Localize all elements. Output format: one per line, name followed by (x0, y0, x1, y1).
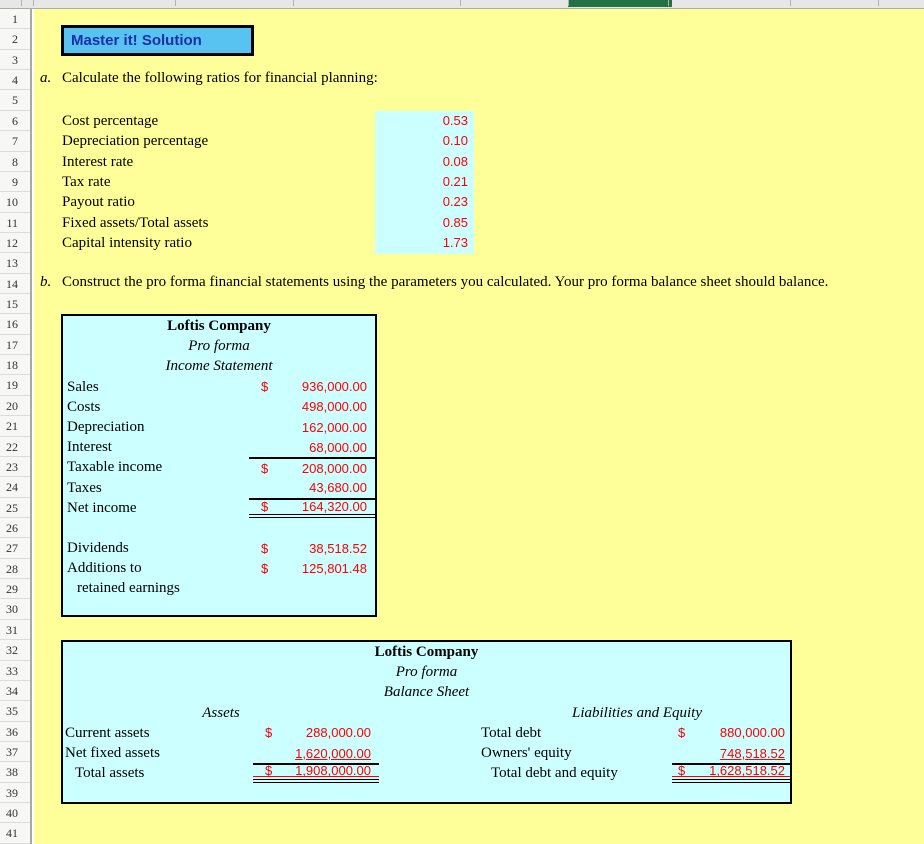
row-header[interactable]: 12 (0, 233, 30, 253)
currency-symbol: $ (261, 560, 269, 576)
income-company-name: Loftis Company (167, 318, 271, 334)
income-value: 38,518.52 (309, 540, 367, 556)
balance-sheet-box (61, 640, 792, 804)
income-value-cell[interactable] (249, 417, 375, 437)
income-value-cell[interactable] (249, 538, 375, 558)
balance-label: Total debt (481, 724, 542, 741)
income-row-dividends (63, 538, 375, 558)
row-header[interactable]: 36 (0, 722, 30, 742)
balance-value-cell[interactable] (672, 763, 790, 783)
ratio-label: Cost percentage (62, 113, 159, 129)
balance-value: 1,908,000.00 (295, 763, 371, 779)
column-separator (33, 0, 34, 6)
column-header-highlight (568, 0, 672, 7)
income-statement-type: Income Statement (165, 358, 273, 375)
row-header[interactable]: 2 (0, 29, 30, 49)
balance-row-totals (63, 763, 790, 783)
ratio-row (34, 131, 494, 151)
balance-value-cell[interactable] (253, 743, 379, 763)
row-header[interactable]: 32 (0, 640, 30, 660)
balance-value: 288,000.00 (305, 725, 371, 741)
income-label: Sales (67, 378, 99, 395)
row-header[interactable]: 19 (0, 375, 30, 395)
income-value: 164,320.00 (301, 499, 367, 515)
row-header[interactable]: 24 (0, 477, 30, 497)
income-value: 936,000.00 (301, 379, 367, 395)
income-row-blank (63, 518, 375, 538)
income-value: 68,000.00 (309, 439, 367, 455)
income-value-cell[interactable] (249, 498, 375, 518)
liabilities-header: Liabilities and Equity (572, 704, 702, 721)
ratio-label: Tax rate (62, 174, 111, 190)
income-row-taxes (63, 478, 375, 498)
balance-value-cell[interactable] (253, 723, 379, 743)
ratio-value-cell[interactable]: 0.53 (442, 113, 468, 128)
ratio-value-cell[interactable]: 0.23 (442, 194, 468, 209)
row-header[interactable]: 9 (0, 172, 30, 192)
income-value-cell[interactable] (249, 437, 375, 457)
ratio-label: Capital intensity ratio (62, 235, 192, 251)
income-row-interest (63, 437, 375, 457)
balance-value: 880,000.00 (719, 725, 785, 741)
income-value: 125,801.48 (301, 560, 367, 576)
row-header[interactable]: 16 (0, 314, 30, 334)
row-header[interactable]: 41 (0, 823, 30, 843)
income-row-sales (63, 377, 375, 397)
ratio-value-cell[interactable]: 0.21 (442, 174, 468, 189)
section-a-marker: a. (40, 70, 52, 86)
row-header[interactable]: 29 (0, 579, 30, 599)
income-row-retained-earnings (63, 578, 375, 598)
row-header-gutter (0, 9, 32, 844)
row-header[interactable]: 3 (0, 50, 30, 70)
income-label: Interest (67, 439, 112, 456)
row-header[interactable]: 6 (0, 111, 30, 131)
row-header[interactable]: 7 (0, 131, 30, 151)
income-row-additions (63, 558, 375, 578)
income-value-cell[interactable] (249, 397, 375, 417)
ratio-label: Fixed assets/Total assets (62, 215, 209, 231)
ratio-value-cell[interactable]: 1.73 (442, 235, 468, 250)
balance-label: Current assets (65, 724, 150, 741)
income-row-depreciation (63, 417, 375, 437)
income-row-taxable-income (63, 457, 375, 477)
income-statement-box (61, 314, 377, 617)
income-value: 498,000.00 (301, 399, 367, 415)
column-separator (790, 0, 791, 6)
currency-symbol: $ (261, 540, 269, 556)
currency-symbol: $ (265, 763, 273, 779)
currency-symbol: $ (261, 379, 269, 395)
ratio-value-cell[interactable]: 0.10 (442, 133, 468, 148)
income-value: 208,000.00 (301, 460, 367, 476)
income-label: Dividends (67, 540, 129, 557)
currency-symbol: $ (678, 725, 686, 741)
section-a-instruction: Calculate the following ratios for financial planning: (62, 70, 378, 86)
row-header[interactable]: 40 (0, 803, 30, 823)
balance-statement-type: Balance Sheet (383, 684, 470, 701)
ratio-label: Depreciation percentage (62, 133, 209, 149)
row-header[interactable]: 5 (0, 90, 30, 110)
income-value-cell[interactable] (249, 558, 375, 578)
row-header[interactable]: 17 (0, 335, 30, 355)
ratio-row (34, 172, 494, 192)
row-header[interactable]: 39 (0, 783, 30, 803)
column-header-strip (0, 0, 924, 9)
row-header[interactable]: 38 (0, 762, 30, 782)
income-label: Depreciation (67, 418, 145, 435)
row-header[interactable]: 34 (0, 681, 30, 701)
row-header[interactable]: 10 (0, 192, 30, 212)
column-separator (878, 0, 879, 6)
ratio-label: Interest rate (62, 154, 134, 170)
row-header[interactable]: 23 (0, 457, 30, 477)
balance-company-name: Loftis Company (374, 644, 479, 660)
row-header[interactable]: 18 (0, 355, 30, 375)
row-header[interactable]: 21 (0, 416, 30, 436)
income-value-cell[interactable] (249, 377, 375, 397)
ratio-row (34, 213, 494, 233)
currency-symbol: $ (265, 725, 273, 741)
row-header[interactable]: 25 (0, 498, 30, 518)
balance-label: Owners' equity (481, 744, 572, 761)
ratio-value-cell[interactable]: 0.08 (442, 154, 468, 169)
balance-value-cell[interactable] (253, 763, 379, 783)
balance-subtitle: Pro forma (395, 664, 458, 681)
currency-symbol: $ (261, 499, 269, 515)
row-header[interactable]: 30 (0, 599, 30, 619)
income-label: Net income (67, 499, 137, 516)
column-separator (668, 0, 669, 6)
currency-symbol: $ (678, 763, 686, 779)
row-header[interactable]: 33 (0, 661, 30, 681)
balance-label: Total debt and equity (491, 765, 618, 782)
income-label: retained earnings (77, 580, 180, 597)
income-value: 43,680.00 (309, 480, 367, 496)
income-label: Additions to (67, 560, 142, 577)
row-header[interactable]: 11 (0, 213, 30, 233)
balance-label: Total assets (75, 765, 145, 782)
balance-column-headers (63, 703, 790, 723)
balance-row-1 (63, 723, 790, 743)
ratio-row (34, 111, 494, 131)
row-header[interactable]: 35 (0, 701, 30, 721)
income-subtitle: Pro forma (188, 338, 250, 355)
section-b-instruction: Construct the pro forma financial statements using the parameters you calculated. Your pro forma balance sheet should balance. (62, 274, 829, 290)
income-row-net-income (63, 498, 375, 518)
balance-value-cell[interactable] (672, 723, 790, 743)
currency-symbol: $ (261, 460, 269, 476)
ratio-label: Payout ratio (62, 194, 135, 210)
balance-value: 1,628,518.52 (709, 763, 785, 779)
row-header[interactable]: 8 (0, 152, 30, 172)
income-value-cell[interactable] (249, 457, 375, 477)
column-separator (568, 0, 569, 6)
row-header[interactable]: 28 (0, 559, 30, 579)
ratio-row (34, 192, 494, 212)
balance-value: 748,518.52 (719, 745, 785, 761)
row-header[interactable]: 13 (0, 253, 30, 273)
assets-header: Assets (202, 704, 240, 721)
row-header[interactable]: 37 (0, 742, 30, 762)
column-separator (175, 0, 176, 6)
row-header[interactable]: 4 (0, 70, 30, 90)
income-label: Taxes (67, 479, 102, 496)
ratio-row (34, 152, 494, 172)
income-row-costs (63, 397, 375, 417)
section-b-marker: b. (40, 274, 52, 290)
balance-value-cell[interactable] (672, 743, 790, 763)
row-header[interactable]: 20 (0, 396, 30, 416)
row-header[interactable]: 1 (0, 9, 30, 29)
row-header[interactable]: 22 (0, 437, 30, 457)
ratio-row (34, 233, 494, 253)
row-header[interactable]: 26 (0, 518, 30, 538)
balance-label: Net fixed assets (65, 744, 160, 761)
ratio-value-cell[interactable]: 0.85 (442, 215, 468, 230)
income-value-cell[interactable] (249, 478, 375, 498)
income-value: 162,000.00 (301, 419, 367, 435)
row-header[interactable]: 27 (0, 538, 30, 558)
balance-row-2 (63, 743, 790, 763)
row-header[interactable]: 31 (0, 620, 30, 640)
balance-value: 1,620,000.00 (295, 745, 371, 761)
column-separator (293, 0, 294, 6)
row-header[interactable]: 15 (0, 294, 30, 314)
column-separator (460, 0, 461, 6)
worksheet (34, 9, 924, 844)
title-cell[interactable]: Master it! Solution (61, 25, 254, 56)
income-label: Costs (67, 398, 101, 415)
column-separator (21, 0, 22, 6)
income-label: Taxable income (67, 459, 163, 476)
row-header[interactable]: 14 (0, 274, 30, 294)
